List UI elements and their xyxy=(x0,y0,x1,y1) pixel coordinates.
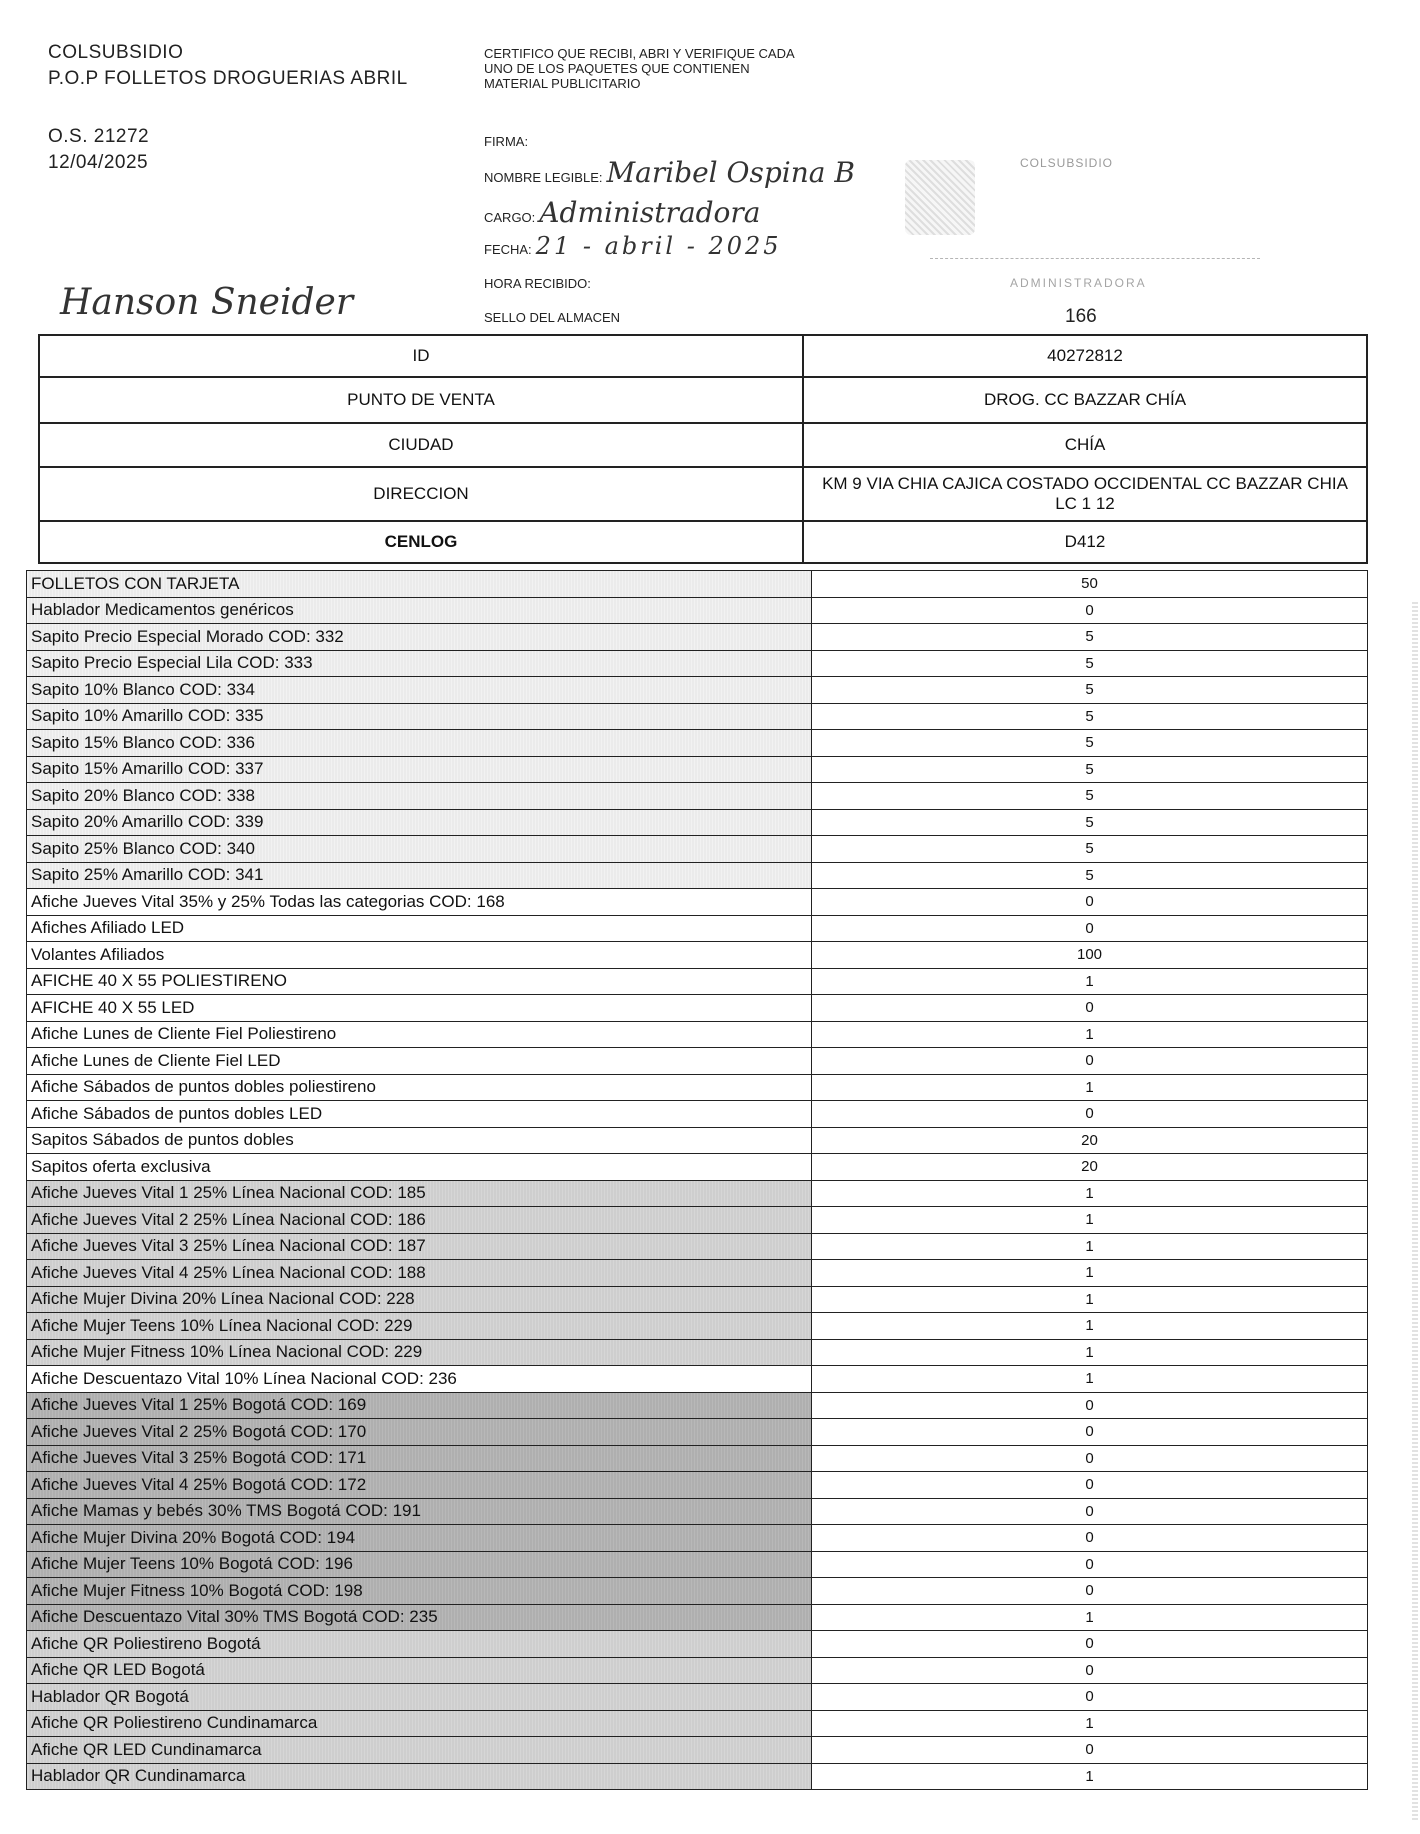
table-row xyxy=(27,730,1368,757)
item-name: Afiche QR Poliestireno Bogotá xyxy=(27,1631,812,1658)
item-name: Sapito 10% Amarillo COD: 335 xyxy=(27,703,812,730)
table-row xyxy=(27,1392,1368,1419)
table-row xyxy=(27,1366,1368,1393)
table-row xyxy=(27,1180,1368,1207)
table-row xyxy=(27,624,1368,651)
cargo-label: CARGO: xyxy=(484,210,536,225)
table-row xyxy=(27,1101,1368,1128)
item-name: Afiche Mamas y bebés 30% TMS Bogotá COD: 191 xyxy=(27,1498,812,1525)
table-row xyxy=(27,1472,1368,1499)
table-row xyxy=(27,1154,1368,1181)
table-row xyxy=(27,1339,1368,1366)
item-quantity: 0 xyxy=(812,915,1368,942)
info-value: KM 9 VIA CHIA CAJICA COSTADO OCCIDENTAL CC BAZZAR CHIA LC 1 12 xyxy=(803,467,1367,521)
table-row xyxy=(27,862,1368,889)
table-row xyxy=(27,968,1368,995)
info-row xyxy=(39,377,1367,423)
table-row xyxy=(27,1525,1368,1552)
item-quantity: 20 xyxy=(812,1127,1368,1154)
cargo-handwritten: Administradora xyxy=(539,196,761,229)
info-label: CENLOG xyxy=(39,521,803,563)
item-quantity: 0 xyxy=(812,1101,1368,1128)
company-name: COLSUBSIDIO xyxy=(48,42,184,63)
table-row xyxy=(27,756,1368,783)
item-quantity: 1 xyxy=(812,1286,1368,1313)
item-name: Afiche Jueves Vital 1 25% Línea Nacional COD: 185 xyxy=(27,1180,812,1207)
table-row xyxy=(27,1684,1368,1711)
info-label: ID xyxy=(39,335,803,377)
item-quantity: 5 xyxy=(812,862,1368,889)
item-name: Sapitos Sábados de puntos dobles xyxy=(27,1127,812,1154)
table-row xyxy=(27,703,1368,730)
item-quantity: 0 xyxy=(812,1472,1368,1499)
info-value: CHÍA xyxy=(803,423,1367,467)
item-name: Afiche Mujer Divina 20% Bogotá COD: 194 xyxy=(27,1525,812,1552)
table-row xyxy=(27,677,1368,704)
table-row xyxy=(27,942,1368,969)
item-name: Afiche QR Poliestireno Cundinamarca xyxy=(27,1710,812,1737)
item-quantity: 1 xyxy=(812,1710,1368,1737)
item-quantity: 5 xyxy=(812,836,1368,863)
info-value: 40272812 xyxy=(803,335,1367,377)
item-name: Afiche Jueves Vital 35% y 25% Todas las categorias COD: 168 xyxy=(27,889,812,916)
info-row xyxy=(39,335,1367,377)
item-quantity: 5 xyxy=(812,783,1368,810)
info-label: DIRECCION xyxy=(39,467,803,521)
fecha-field xyxy=(484,232,782,260)
table-row xyxy=(27,597,1368,624)
sello-label: SELLO DEL ALMACEN xyxy=(484,310,621,325)
item-quantity: 0 xyxy=(812,1684,1368,1711)
item-name: Sapito 15% Amarillo COD: 337 xyxy=(27,756,812,783)
item-name: Afiche Jueves Vital 4 25% Bogotá COD: 172 xyxy=(27,1472,812,1499)
item-name: Sapitos oferta exclusiva xyxy=(27,1154,812,1181)
stamp-text-top: COLSUBSIDIO xyxy=(1020,156,1114,170)
item-quantity: 1 xyxy=(812,1763,1368,1790)
item-quantity: 1 xyxy=(812,1313,1368,1340)
materials-table xyxy=(26,570,1368,1790)
table-row xyxy=(27,1021,1368,1048)
table-row xyxy=(27,1631,1368,1658)
document-header xyxy=(48,40,408,176)
item-quantity: 5 xyxy=(812,730,1368,757)
item-quantity: 0 xyxy=(812,1498,1368,1525)
scan-edge-artifact xyxy=(1412,600,1418,1820)
item-name: Afiches Afiliado LED xyxy=(27,915,812,942)
info-row xyxy=(39,423,1367,467)
item-quantity: 0 xyxy=(812,1737,1368,1764)
handwritten-signature: Hanson Sneider xyxy=(60,282,354,323)
cargo-field xyxy=(484,196,761,229)
item-quantity: 0 xyxy=(812,1657,1368,1684)
item-name: Sapito 10% Blanco COD: 334 xyxy=(27,677,812,704)
table-row xyxy=(27,1207,1368,1234)
nombre-field xyxy=(484,156,855,189)
item-quantity: 1 xyxy=(812,1180,1368,1207)
table-row xyxy=(27,1657,1368,1684)
item-quantity: 1 xyxy=(812,1604,1368,1631)
item-quantity: 0 xyxy=(812,889,1368,916)
item-name: Afiche Jueves Vital 3 25% Línea Nacional COD: 187 xyxy=(27,1233,812,1260)
item-quantity: 0 xyxy=(812,995,1368,1022)
item-name: Hablador QR Cundinamarca xyxy=(27,1763,812,1790)
table-row xyxy=(27,1313,1368,1340)
info-label: PUNTO DE VENTA xyxy=(39,377,803,423)
item-quantity: 50 xyxy=(812,571,1368,598)
table-row xyxy=(27,1710,1368,1737)
item-name: Afiche Sábados de puntos dobles LED xyxy=(27,1101,812,1128)
item-name: Afiche QR LED Bogotá xyxy=(27,1657,812,1684)
item-name: Afiche QR LED Cundinamarca xyxy=(27,1737,812,1764)
hora-label: HORA RECIBIDO: xyxy=(484,276,591,291)
table-row xyxy=(27,650,1368,677)
item-name: Sapito 25% Amarillo COD: 341 xyxy=(27,862,812,889)
item-name: Afiche Mujer Fitness 10% Línea Nacional COD: 229 xyxy=(27,1339,812,1366)
fecha-handwritten: 21 - abril - 2025 xyxy=(535,232,782,260)
stamp-blot xyxy=(905,160,975,235)
program-title: P.O.P FOLLETOS DROGUERIAS ABRIL xyxy=(48,68,408,89)
item-name: Volantes Afiliados xyxy=(27,942,812,969)
item-name: Hablador QR Bogotá xyxy=(27,1684,812,1711)
nombre-label: NOMBRE LEGIBLE: xyxy=(484,170,603,185)
item-quantity: 5 xyxy=(812,677,1368,704)
info-value: D412 xyxy=(803,521,1367,563)
item-quantity: 0 xyxy=(812,1445,1368,1472)
certification-text: CERTIFICO QUE RECIBI, ABRI Y VERIFIQUE CADA UNO DE LOS PAQUETES QUE CONTIENEN MATERIAL PUBLICITARIO xyxy=(484,46,794,91)
item-quantity: 0 xyxy=(812,1392,1368,1419)
stamp-line xyxy=(930,258,1260,259)
item-quantity: 0 xyxy=(812,1419,1368,1446)
nombre-handwritten: Maribel Ospina B xyxy=(606,156,855,189)
item-quantity: 1 xyxy=(812,1207,1368,1234)
table-row xyxy=(27,1445,1368,1472)
item-name: Afiche Jueves Vital 3 25% Bogotá COD: 171 xyxy=(27,1445,812,1472)
item-name: Afiche Mujer Teens 10% Línea Nacional COD: 229 xyxy=(27,1313,812,1340)
table-row xyxy=(27,1551,1368,1578)
item-name: Afiche Jueves Vital 1 25% Bogotá COD: 169 xyxy=(27,1392,812,1419)
table-row xyxy=(27,1737,1368,1764)
item-name: Afiche Lunes de Cliente Fiel LED xyxy=(27,1048,812,1075)
table-row xyxy=(27,571,1368,598)
item-quantity: 5 xyxy=(812,650,1368,677)
item-quantity: 1 xyxy=(812,968,1368,995)
table-row xyxy=(27,1074,1368,1101)
item-quantity: 1 xyxy=(812,1366,1368,1393)
item-name: Afiche Jueves Vital 4 25% Línea Nacional COD: 188 xyxy=(27,1260,812,1287)
info-label: CIUDAD xyxy=(39,423,803,467)
item-quantity: 5 xyxy=(812,809,1368,836)
table-row xyxy=(27,1127,1368,1154)
item-quantity: 5 xyxy=(812,756,1368,783)
item-name: Afiche Descuentazo Vital 30% TMS Bogotá COD: 235 xyxy=(27,1604,812,1631)
table-row xyxy=(27,1419,1368,1446)
info-value: DROG. CC BAZZAR CHÍA xyxy=(803,377,1367,423)
item-quantity: 1 xyxy=(812,1021,1368,1048)
item-name: Afiche Mujer Fitness 10% Bogotá COD: 198 xyxy=(27,1578,812,1605)
order-date: 12/04/2025 xyxy=(48,152,149,173)
item-quantity: 1 xyxy=(812,1074,1368,1101)
item-quantity: 100 xyxy=(812,942,1368,969)
order-number: O.S. 21272 xyxy=(48,126,150,147)
item-quantity: 0 xyxy=(812,1631,1368,1658)
item-name: Afiche Jueves Vital 2 25% Bogotá COD: 170 xyxy=(27,1419,812,1446)
item-quantity: 1 xyxy=(812,1260,1368,1287)
item-name: Sapito Precio Especial Morado COD: 332 xyxy=(27,624,812,651)
table-row xyxy=(27,836,1368,863)
info-row xyxy=(39,521,1367,563)
firma-label: FIRMA: xyxy=(484,134,529,149)
item-name: Sapito 20% Amarillo COD: 339 xyxy=(27,809,812,836)
item-name: Afiche Jueves Vital 2 25% Línea Nacional COD: 186 xyxy=(27,1207,812,1234)
item-quantity: 0 xyxy=(812,1551,1368,1578)
info-row xyxy=(39,467,1367,521)
item-name: Hablador Medicamentos genéricos xyxy=(27,597,812,624)
item-quantity: 0 xyxy=(812,1048,1368,1075)
store-info-table xyxy=(38,334,1368,564)
table-row xyxy=(27,1498,1368,1525)
table-row xyxy=(27,1233,1368,1260)
item-quantity: 0 xyxy=(812,1525,1368,1552)
table-row xyxy=(27,1048,1368,1075)
item-name: FOLLETOS CON TARJETA xyxy=(27,571,812,598)
table-row xyxy=(27,1604,1368,1631)
table-row xyxy=(27,889,1368,916)
table-row xyxy=(27,1260,1368,1287)
item-name: Afiche Mujer Teens 10% Bogotá COD: 196 xyxy=(27,1551,812,1578)
fecha-label: FECHA: xyxy=(484,242,532,257)
item-name: Afiche Mujer Divina 20% Línea Nacional COD: 228 xyxy=(27,1286,812,1313)
table-row xyxy=(27,1578,1368,1605)
item-name: Afiche Sábados de puntos dobles poliestireno xyxy=(27,1074,812,1101)
item-quantity: 20 xyxy=(812,1154,1368,1181)
table-row xyxy=(27,809,1368,836)
table-row xyxy=(27,995,1368,1022)
table-row xyxy=(27,1763,1368,1790)
item-name: Afiche Descuentazo Vital 10% Línea Nacional COD: 236 xyxy=(27,1366,812,1393)
stamp-text-bottom: ADMINISTRADORA xyxy=(1010,276,1147,290)
item-name: Sapito 15% Blanco COD: 336 xyxy=(27,730,812,757)
item-name: Afiche Lunes de Cliente Fiel Poliestireno xyxy=(27,1021,812,1048)
item-name: AFICHE 40 X 55 POLIESTIRENO xyxy=(27,968,812,995)
item-quantity: 5 xyxy=(812,703,1368,730)
item-quantity: 0 xyxy=(812,1578,1368,1605)
table-row xyxy=(27,915,1368,942)
item-quantity: 1 xyxy=(812,1339,1368,1366)
item-quantity: 1 xyxy=(812,1233,1368,1260)
item-name: AFICHE 40 X 55 LED xyxy=(27,995,812,1022)
item-quantity: 5 xyxy=(812,624,1368,651)
item-quantity: 0 xyxy=(812,597,1368,624)
sello-number: 166 xyxy=(1065,306,1097,327)
table-row xyxy=(27,783,1368,810)
item-name: Sapito 20% Blanco COD: 338 xyxy=(27,783,812,810)
item-name: Sapito 25% Blanco COD: 340 xyxy=(27,836,812,863)
table-row xyxy=(27,1286,1368,1313)
item-name: Sapito Precio Especial Lila COD: 333 xyxy=(27,650,812,677)
